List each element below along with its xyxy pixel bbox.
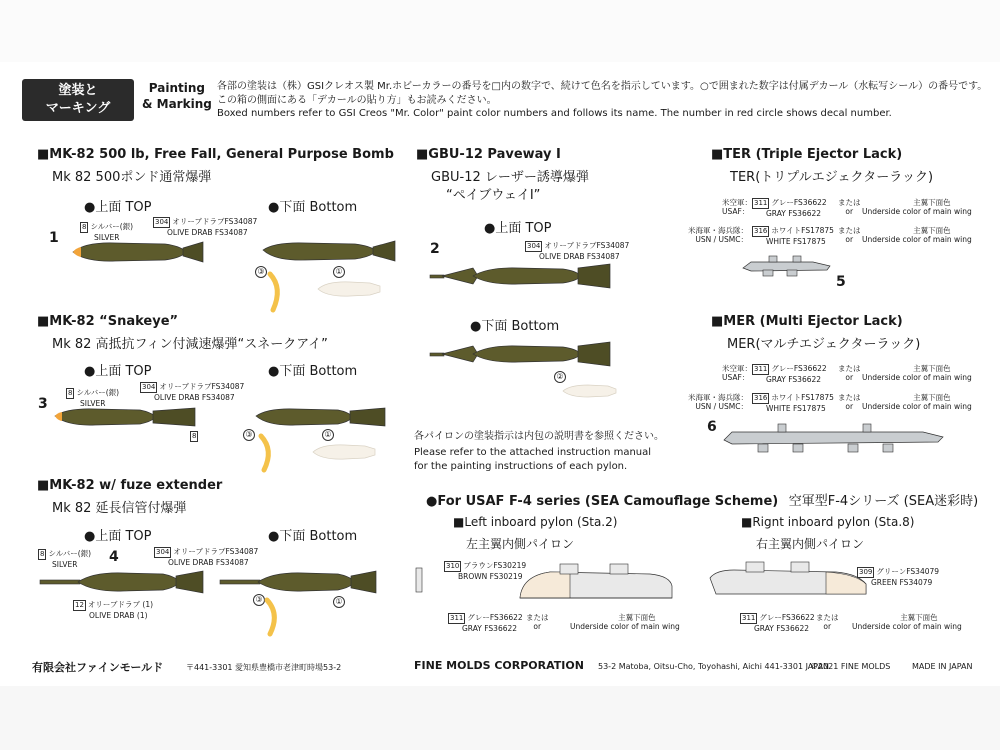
- mk82-snake-fin-callout: [190, 423, 200, 442]
- footer-company-en: FINE MOLDS CORPORATION: [414, 659, 584, 672]
- paint-code-box: 8: [192, 432, 197, 440]
- mk82-ff-od-callout: [153, 217, 257, 237]
- navy-en: USN / USMC：: [695, 402, 748, 411]
- main-jp: 主翼下面色: [913, 364, 951, 373]
- paint-code-box: 310: [446, 562, 460, 570]
- brown-jp: ブラウンFS30219: [463, 561, 527, 570]
- pylon-note-en-1: Please refer to the attached instruction manual: [414, 447, 652, 458]
- ter-rack-drawing: [735, 254, 835, 280]
- or-jp: または: [526, 613, 549, 622]
- main-jp: 主翼下面色: [913, 198, 951, 207]
- silver-jp: シルバー(銀): [90, 222, 134, 231]
- mer-navy-main: [862, 393, 972, 411]
- gray-jp: グレーFS36622: [759, 613, 815, 622]
- main-jp: 主翼下面色: [913, 393, 951, 402]
- main-jp: 主翼下面色: [913, 226, 951, 235]
- silver-en: SILVER: [94, 233, 120, 242]
- part-number-2: 2: [430, 241, 440, 257]
- mk82-snake-top-bomb: [45, 404, 205, 434]
- paint-code-box: 311: [754, 199, 768, 207]
- title-en-line-2: & Marking: [142, 97, 212, 111]
- mk82-snake-yellow-band: [256, 434, 280, 474]
- badge-line-2: マーキング: [45, 101, 111, 116]
- gray-en: GRAY FS36622: [766, 375, 822, 384]
- or-jp: または: [838, 393, 861, 402]
- mk82-fuze-top-label: ●上面 TOP: [84, 529, 152, 544]
- mk82-fuze-yellow-band: [262, 598, 286, 638]
- ter-usaf-label: [722, 198, 752, 216]
- ter-usaf-main: [862, 198, 972, 216]
- navy-jp: 米海軍・海兵隊：: [688, 393, 748, 402]
- green-en: GREEN FS34079: [871, 578, 933, 587]
- paint-code-box: 316: [754, 394, 768, 402]
- gbu12-subtitle: GBU-12 レーザー誘導爆弾: [431, 170, 589, 185]
- left-pylon-subtitle: 左主翼内側パイロン: [466, 537, 575, 551]
- od-en: OLIVE DRAB FS34087: [154, 393, 235, 402]
- or-en: or: [845, 373, 854, 382]
- od2-en: OLIVE DRAB (1): [89, 611, 148, 620]
- main-en: Underside color of main wing: [862, 373, 972, 382]
- od-jp: オリーブドラブFS34087: [172, 217, 258, 226]
- gray-jp: グレーFS36622: [771, 364, 827, 373]
- mk82-ff-bottom-label: ●下面 Bottom: [268, 200, 358, 215]
- gbu12-top-bomb: [428, 262, 618, 292]
- part-number-1: 1: [49, 230, 59, 246]
- paint-code-box: 309: [859, 568, 873, 576]
- gbu12-bottom-label: ●下面 Bottom: [470, 319, 560, 334]
- od-en: OLIVE DRAB FS34087: [539, 252, 620, 261]
- mk82-ff-decal-outline: [315, 278, 385, 300]
- left-pylon-or: [526, 613, 549, 631]
- ter-usaf-color: [752, 198, 827, 218]
- silver-jp: シルバー(銀): [48, 549, 92, 558]
- od-jp: オリーブドラブFS34087: [159, 382, 245, 391]
- part-number-3: 3: [38, 396, 48, 412]
- od-en: OLIVE DRAB FS34087: [167, 228, 248, 237]
- ter-navy-color: [752, 226, 834, 246]
- left-pylon-gray-callout: [448, 613, 523, 633]
- main-en: Underside color of main wing: [852, 622, 962, 631]
- usaf-en: USAF：: [722, 373, 750, 382]
- footer-address-en: 53-2 Matoba, Oitsu-Cho, Toyohashi, Aichi 441-3301 JAPAN: [598, 662, 830, 671]
- paint-code-box: 12: [75, 601, 84, 609]
- or-jp: または: [838, 226, 861, 235]
- usaf-jp: 米空軍：: [722, 198, 752, 207]
- f4-title-jp: 空軍型F-4シリーズ (SEA迷彩時): [788, 494, 979, 509]
- od-jp: オリーブドラブFS34087: [173, 547, 259, 556]
- mk82-fuze-od2-callout: [73, 600, 153, 620]
- mk82-ff-title: ■MK-82 500 lb, Free Fall, General Purpose Bomb: [37, 147, 394, 162]
- decal-callout-2: ②: [554, 371, 566, 383]
- gray-jp: グレーFS36622: [467, 613, 523, 622]
- or-jp: または: [838, 364, 861, 373]
- main-jp: 主翼下面色: [900, 613, 938, 622]
- top-margin: [0, 0, 1000, 62]
- mk82-snake-subtitle: Mk 82 高抵抗フィン付減速爆弾“スネークアイ”: [52, 337, 328, 352]
- decal-callout-1: ①: [333, 266, 345, 278]
- ter-navy-main: [862, 226, 972, 244]
- mer-usaf-main: [862, 364, 972, 382]
- navy-jp: 米海軍・海兵隊：: [688, 226, 748, 235]
- mk82-snake-title: ■MK-82 “Snakeye”: [37, 314, 179, 329]
- or-en: or: [845, 207, 854, 216]
- gbu12-od-callout: [525, 241, 629, 261]
- mk82-fuze-od-callout: [154, 547, 258, 567]
- paint-note-jp-1: 各部の塗装は（株）GSIクレオス製 Mr.ホビーカラーの番号を□内の数字で、続けて色名を指示しています。○で囲まれた数字は付属デカール（水転写シール）の番号です。: [217, 81, 988, 92]
- silver-jp: シルバー(銀): [76, 388, 120, 397]
- right-pylon-title: ■Rignt inboard pylon (Sta.8): [741, 515, 915, 529]
- mer-usaf-or: [838, 364, 861, 382]
- or-en: or: [845, 402, 854, 411]
- gbu12-decal-outline: [560, 382, 620, 400]
- gbu12-nickname: “ペイブウェイⅠ”: [446, 188, 541, 203]
- mk82-snake-bottom-label: ●下面 Bottom: [268, 364, 358, 379]
- gbu12-bottom-bomb: [428, 340, 618, 370]
- mk82-ff-bottom-bomb: [255, 238, 405, 268]
- title-en-line-1: Painting: [148, 81, 206, 95]
- mk82-fuze-bottom-label: ●下面 Bottom: [268, 529, 358, 544]
- usaf-en: USAF：: [722, 207, 750, 216]
- decal-callout-3: ③: [243, 429, 255, 441]
- or-jp: または: [816, 613, 839, 622]
- gbu12-top-label: ●上面 TOP: [484, 221, 552, 236]
- gray-jp: グレーFS36622: [771, 198, 827, 207]
- paint-code-box: 311: [450, 614, 464, 622]
- gbu12-title: ■GBU-12 Paveway Ⅰ: [416, 147, 561, 162]
- green-jp: グリーンFS34079: [876, 567, 940, 576]
- silver-en: SILVER: [52, 560, 78, 569]
- main-en: Underside color of main wing: [862, 402, 972, 411]
- paint-code-box: 316: [754, 227, 768, 235]
- badge-line-1: 塗装と: [58, 83, 98, 98]
- od2-jp: オリーブドラブ (1): [87, 600, 154, 609]
- brown-en: BROWN FS30219: [458, 572, 523, 581]
- mer-usaf-color: [752, 364, 827, 384]
- mer-navy-color: [752, 393, 834, 413]
- right-pylon-green-callout: [857, 567, 939, 587]
- decal-callout-1: ①: [322, 429, 334, 441]
- left-pylon-drawing: [410, 560, 680, 610]
- gray-en: GRAY FS36622: [766, 209, 822, 218]
- paint-code-box: 8: [82, 223, 87, 231]
- mk82-fuze-bottom-bomb: [218, 568, 398, 596]
- mer-navy-label: [686, 393, 748, 411]
- paint-code-box: 304: [156, 548, 170, 556]
- mk82-snake-bottom-bomb: [250, 404, 390, 434]
- od-jp: オリーブドラブFS34087: [544, 241, 630, 250]
- main-en: Underside color of main wing: [570, 622, 680, 631]
- paint-code-box: 8: [68, 389, 73, 397]
- white-en: WHITE FS17875: [766, 237, 826, 246]
- mk82-ff-subtitle: Mk 82 500ポンド通常爆弾: [52, 170, 212, 185]
- mk82-ff-top-label: ●上面 TOP: [84, 200, 152, 215]
- footer-made-in: MADE IN JAPAN: [912, 662, 973, 671]
- main-en: Underside color of main wing: [862, 235, 972, 244]
- navy-en: USN / USMC：: [695, 235, 748, 244]
- mer-rack-drawing: [718, 420, 948, 456]
- ter-usaf-or: [838, 198, 861, 216]
- paint-code-box: 304: [142, 383, 156, 391]
- paint-code-box: 304: [527, 242, 541, 250]
- paint-code-box: 311: [754, 365, 768, 373]
- bottom-margin: [0, 686, 1000, 750]
- mer-navy-or: [838, 393, 861, 411]
- ter-title: ■TER (Triple Ejector Lack): [711, 147, 903, 162]
- decal-callout-3: ③: [255, 266, 267, 278]
- mk82-snake-top-label: ●上面 TOP: [84, 364, 152, 379]
- white-jp: ホワイトFS17875: [771, 226, 834, 235]
- usaf-jp: 米空軍：: [722, 364, 752, 373]
- white-en: WHITE FS17875: [766, 404, 826, 413]
- mk82-fuze-subtitle: Mk 82 延長信管付爆弾: [52, 501, 187, 516]
- right-pylon-subtitle: 右主翼内側パイロン: [756, 537, 865, 551]
- mk82-snake-decal-outline: [310, 441, 380, 463]
- left-pylon-title: ■Left inboard pylon (Sta.2): [453, 515, 618, 529]
- mer-usaf-label: [722, 364, 752, 382]
- silver-en: SILVER: [80, 399, 106, 408]
- footer-copyright: ©2021 FINE MOLDS: [810, 662, 891, 671]
- right-pylon-or: [816, 613, 839, 631]
- pylon-note-jp: 各パイロンの塗装指示は内包の説明書を参照ください。: [414, 431, 664, 442]
- ter-subtitle: TER(トリプルエジェクターラック): [730, 170, 934, 185]
- right-pylon-main: [852, 613, 962, 631]
- part-number-5: 5: [836, 274, 846, 290]
- paint-note-en: Boxed numbers refer to GSI Creos "Mr. Color" paint color numbers and follows its name. The number in red circle shows decal number.: [217, 108, 892, 119]
- ter-navy-or: [838, 226, 861, 244]
- od-en: OLIVE DRAB FS34087: [168, 558, 249, 567]
- gray-en: GRAY FS36622: [754, 624, 810, 633]
- mk82-fuze-top-bomb: [38, 568, 208, 596]
- paint-code-box: 304: [155, 218, 169, 226]
- or-en: or: [845, 235, 854, 244]
- or-en: or: [823, 622, 832, 631]
- f4-title: [426, 490, 978, 509]
- mk82-snake-od-callout: [140, 382, 244, 402]
- part-number-4: 4: [109, 549, 119, 565]
- footer-address-jp: 〒441-3301 愛知県豊橋市老津町時場53-2: [186, 663, 342, 672]
- gray-en: GRAY FS36622: [462, 624, 518, 633]
- pylon-note-en-2: for the painting instructions of each pylon.: [414, 461, 628, 472]
- mer-title: ■MER (Multi Ejector Lack): [711, 314, 903, 329]
- part-number-6: 6: [707, 419, 717, 435]
- section-badge: [22, 79, 134, 121]
- mk82-fuze-title: ■MK-82 w/ fuze extender: [37, 478, 223, 493]
- main-en: Underside color of main wing: [862, 207, 972, 216]
- decal-callout-1: ①: [333, 596, 345, 608]
- main-jp: 主翼下面色: [618, 613, 656, 622]
- white-jp: ホワイトFS17875: [771, 393, 834, 402]
- paint-code-box: 311: [742, 614, 756, 622]
- right-pylon-gray-callout: [740, 613, 815, 633]
- mk82-ff-top-bomb: [55, 238, 205, 266]
- or-en: or: [533, 622, 542, 631]
- or-jp: または: [838, 198, 861, 207]
- paint-note-jp-2: この箱の側面にある「デカールの貼り方」もお読みください。: [217, 95, 497, 106]
- left-pylon-main: [570, 613, 680, 631]
- section-title-en: [142, 80, 212, 112]
- ter-navy-label: [686, 226, 748, 244]
- mer-subtitle: MER(マルチエジェクターラック): [727, 337, 921, 352]
- right-pylon-drawing: [706, 560, 876, 610]
- mk82-ff-yellow-band: [265, 272, 289, 312]
- decal-callout-3: ③: [253, 594, 265, 606]
- f4-title-en: ●For USAF F-4 series (SEA Camouflage Scheme): [426, 494, 779, 509]
- paint-code-box: 8: [40, 550, 45, 558]
- mk82-fuze-silver-callout: [38, 549, 91, 569]
- footer-company-jp: 有限会社ファインモールド: [32, 661, 164, 674]
